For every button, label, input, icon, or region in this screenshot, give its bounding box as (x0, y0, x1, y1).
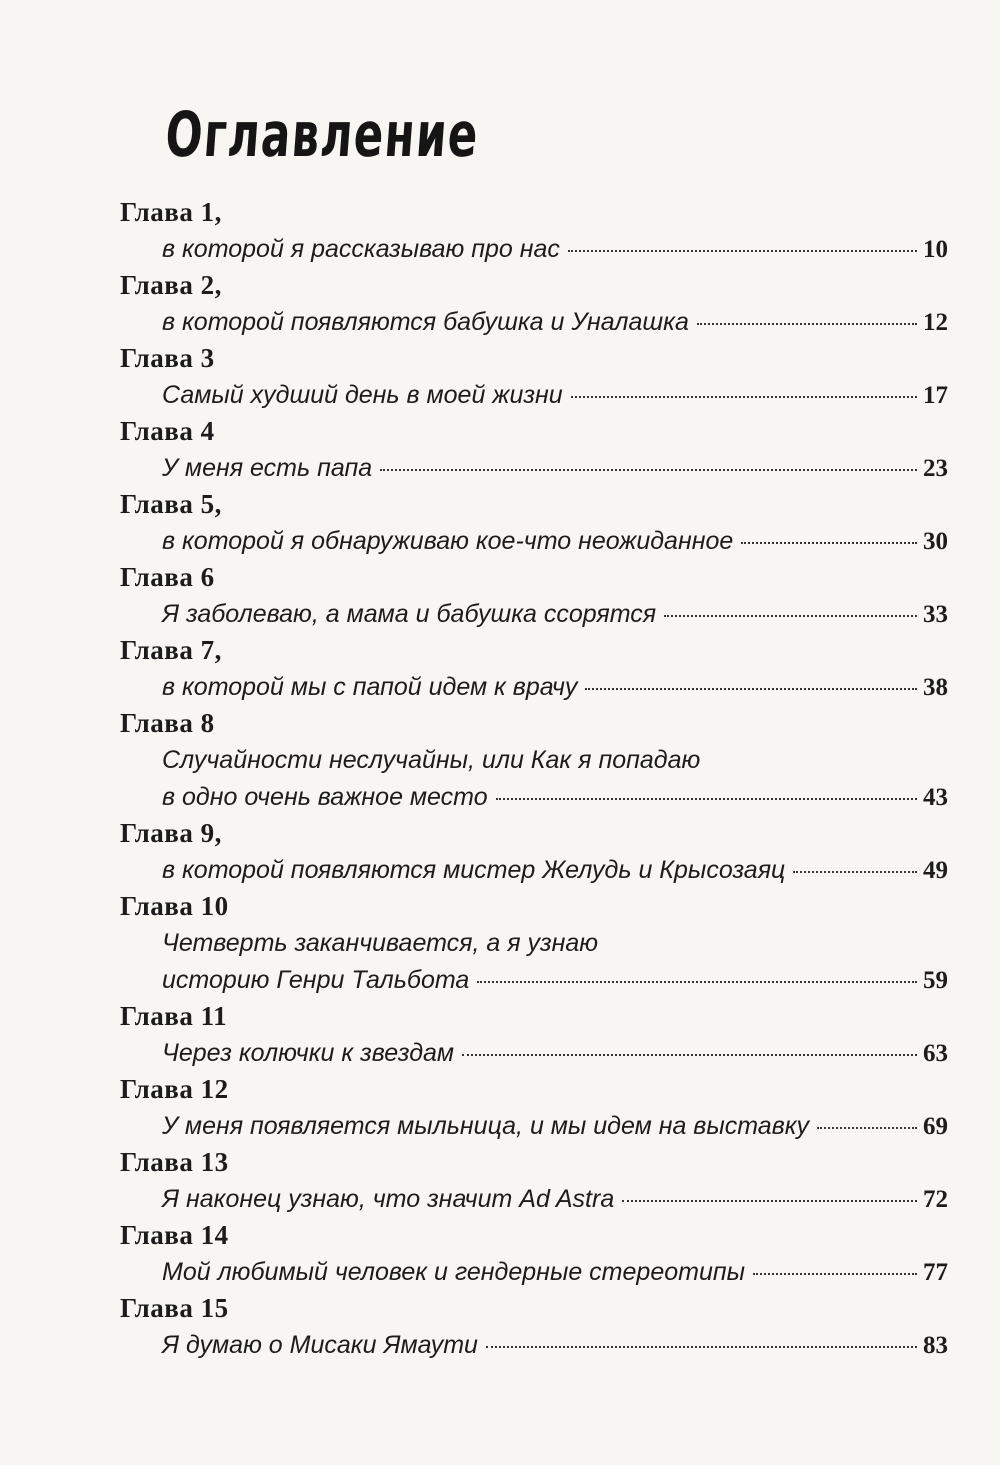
chapter-title: Через колючки к звездам (162, 1039, 455, 1067)
toc-entry[interactable] (120, 1145, 948, 1218)
page-number: 77 (923, 1259, 948, 1286)
chapter-label: Глава 3 (120, 343, 215, 373)
chapter-label: Глава 11 (120, 1001, 228, 1031)
page-number: 69 (923, 1113, 948, 1140)
chapter-title-line (120, 742, 948, 779)
chapter-title-line (120, 596, 948, 633)
chapter-title-line (120, 377, 948, 414)
chapter-title-line (120, 779, 948, 816)
chapter-title-line (120, 1254, 948, 1291)
chapter-title-line (120, 669, 948, 706)
chapter-label: Глава 9, (120, 818, 222, 848)
chapter-label: Глава 10 (120, 891, 229, 921)
chapter-label: Глава 1, (120, 197, 222, 227)
dot-leader (793, 871, 917, 873)
chapter-label: Глава 8 (120, 708, 215, 738)
chapter-label: Глава 12 (120, 1074, 229, 1104)
page-title: Оглавление (163, 98, 482, 171)
dot-leader (496, 798, 917, 800)
chapter-title: в которой я рассказываю про нас (162, 235, 560, 263)
dot-leader (585, 688, 917, 690)
chapter-title: Самый худший день в моей жизни (162, 381, 563, 409)
toc-entry[interactable] (120, 195, 948, 268)
toc-entry[interactable] (120, 633, 948, 706)
dot-leader (462, 1054, 917, 1056)
page-number: 10 (923, 236, 948, 263)
chapter-title-line (120, 1035, 948, 1072)
chapter-label: Глава 6 (120, 562, 215, 592)
chapter-label: Глава 7, (120, 635, 222, 665)
dot-leader (622, 1200, 917, 1202)
chapter-title-line (120, 450, 948, 487)
chapter-title: в которой появляются бабушка и Уналашка (162, 308, 689, 336)
chapter-label: Глава 5, (120, 489, 222, 519)
page-number: 83 (923, 1332, 948, 1359)
page-number: 33 (923, 601, 948, 628)
chapter-title-line (120, 304, 948, 341)
toc-entry[interactable] (120, 816, 948, 889)
toc-entry[interactable] (120, 560, 948, 633)
page-number: 49 (923, 857, 948, 884)
chapter-title: Я заболеваю, а мама и бабушка ссорятся (162, 600, 657, 628)
chapter-title: историю Генри Тальбота (162, 966, 470, 994)
chapter-title: в которой я обнаруживаю кое-что неожиданное (162, 527, 734, 555)
chapter-label: Глава 2, (120, 270, 222, 300)
chapter-title: У меня есть папа (162, 454, 373, 482)
dot-leader (697, 323, 917, 325)
toc-entry[interactable] (120, 487, 948, 560)
toc-entry[interactable] (120, 341, 948, 414)
dot-leader (477, 981, 917, 983)
chapter-label: Глава 15 (120, 1293, 229, 1323)
dot-leader (486, 1346, 917, 1348)
toc-entry[interactable] (120, 889, 948, 999)
page-number: 17 (923, 382, 948, 409)
chapter-title: Я думаю о Мисаки Ямаути (162, 1331, 478, 1359)
chapter-title-line (120, 925, 948, 962)
page-number: 30 (923, 528, 948, 555)
chapter-title-line (120, 1327, 948, 1364)
chapter-title: Мой любимый человек и гендерные стереотипы (162, 1258, 746, 1286)
page-number: 59 (923, 967, 948, 994)
table-of-contents (120, 195, 948, 1364)
page-number: 12 (923, 309, 948, 336)
dot-leader (568, 250, 917, 252)
chapter-title-line (120, 1108, 948, 1145)
page-number: 43 (923, 784, 948, 811)
dot-leader (741, 542, 917, 544)
dot-leader (664, 615, 917, 617)
chapter-title-line (120, 523, 948, 560)
chapter-title-line (120, 852, 948, 889)
page-number: 23 (923, 455, 948, 482)
chapter-label: Глава 4 (120, 416, 215, 446)
dot-leader (571, 396, 917, 398)
dot-leader (817, 1127, 917, 1129)
dot-leader (753, 1273, 917, 1275)
chapter-title: Случайности неслучайны, или Как я попадаю (162, 746, 701, 774)
chapter-title: Я наконец узнаю, что значит Ad Astra (162, 1185, 615, 1213)
page-number: 72 (923, 1186, 948, 1213)
toc-entry[interactable] (120, 999, 948, 1072)
chapter-title: в одно очень важное место (162, 783, 488, 811)
chapter-title-line (120, 962, 948, 999)
chapter-label: Глава 13 (120, 1147, 229, 1177)
chapter-title: в которой мы с папой идем к врачу (162, 673, 578, 701)
toc-entry[interactable] (120, 706, 948, 816)
toc-entry[interactable] (120, 414, 948, 487)
chapter-title-line (120, 231, 948, 268)
toc-entry[interactable] (120, 1218, 948, 1291)
chapter-title: У меня появляется мыльница, и мы идем на выставку (162, 1112, 810, 1140)
chapter-title: Четверть заканчивается, а я узнаю (162, 929, 599, 957)
page-number: 63 (923, 1040, 948, 1067)
dot-leader (380, 469, 917, 471)
toc-entry[interactable] (120, 268, 948, 341)
toc-entry[interactable] (120, 1291, 948, 1364)
toc-entry[interactable] (120, 1072, 948, 1145)
chapter-label: Глава 14 (120, 1220, 229, 1250)
page-number: 38 (923, 674, 948, 701)
chapter-title-line (120, 1181, 948, 1218)
chapter-title: в которой появляются мистер Желудь и Крысозаяц (162, 856, 786, 884)
